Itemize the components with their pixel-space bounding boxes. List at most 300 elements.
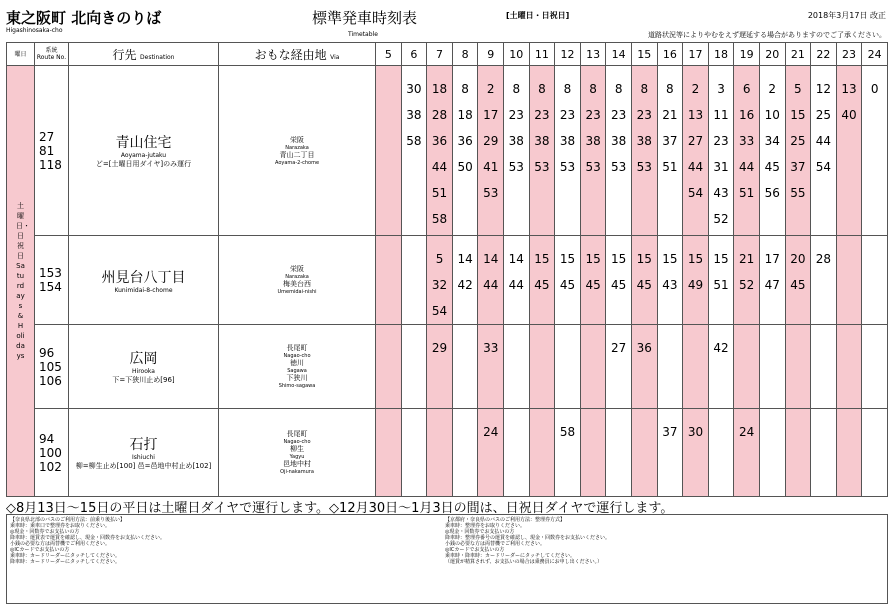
route-number: 106 [39, 373, 62, 388]
departure-minute: 29 [431, 341, 448, 355]
hour-cell-11 [529, 409, 555, 497]
departure-minute: 53 [559, 160, 576, 174]
departure-minute: 38 [534, 134, 550, 148]
departure-minute: 24 [739, 425, 755, 439]
hour-cell-15 [631, 236, 657, 325]
departure-minute: 15 [534, 252, 550, 266]
dest-en: Kunimidai-8-chome [114, 286, 173, 294]
departure-minute: 27 [687, 134, 704, 148]
hour-cell-16 [657, 236, 683, 325]
hour-header-19: 19 [734, 43, 760, 66]
via-stop: 邑地中村 [283, 460, 312, 468]
hour-header-8: 8 [452, 43, 478, 66]
hour-cell-15 [631, 325, 657, 409]
hour-cell-8 [452, 325, 478, 409]
destination-cell [69, 325, 219, 409]
hour-cell-10 [504, 236, 530, 325]
via-stop-en: Shimo-sagawa [278, 383, 316, 389]
dest-jp: 州見台八丁目 [101, 269, 186, 286]
destination-cell [69, 236, 219, 325]
hour-cell-7 [427, 66, 453, 236]
fare-info-line: 【京都府・奈良県のバスのご利用方法：整理券方式】 [445, 517, 566, 523]
dest-en: Ishiuchi [132, 454, 155, 461]
via-stop-en: Umemidai-nishi [277, 289, 317, 295]
departure-minute: 36 [431, 134, 448, 148]
fare-info-line: （運賃が精算されず、お支払いの場合は乗務員にお申し出ください。） [445, 559, 603, 565]
via-cell [219, 236, 376, 325]
departure-minute: 38 [508, 134, 524, 148]
departure-minute: 45 [764, 160, 780, 174]
departure-minute: 44 [815, 134, 832, 148]
hour-header-23: 23 [836, 43, 862, 66]
hour-cell-10 [504, 66, 530, 236]
departure-minute: 11 [713, 108, 729, 122]
route-numbers [35, 66, 69, 236]
departure-minute: 10 [764, 108, 780, 122]
departure-minute: 12 [815, 82, 832, 96]
departure-minute: 40 [841, 108, 857, 122]
departure-minute: 53 [611, 160, 627, 174]
hour-cell-9 [478, 66, 504, 236]
departure-minute: 38 [406, 108, 422, 122]
hour-cell-7 [427, 325, 453, 409]
col-dest-header: 行先 Destination [69, 43, 219, 66]
stop-romaji: Higashinosaka-cho [6, 27, 63, 34]
departure-minute: 36 [457, 134, 473, 148]
revision-date: 2018年3月17日 改正 [807, 11, 886, 20]
hour-cell-6 [401, 66, 427, 236]
departure-minute: 16 [739, 108, 755, 122]
departure-minute: 27 [611, 341, 627, 355]
hour-header-22: 22 [811, 43, 837, 66]
hour-cell-13 [580, 66, 606, 236]
departure-minute: 45 [611, 278, 627, 292]
departure-minute: 3 [717, 82, 725, 96]
hour-header-6: 6 [401, 43, 427, 66]
destination-cell [69, 409, 219, 497]
departure-minute: 58 [406, 134, 422, 148]
departure-minute: 44 [739, 160, 755, 174]
departure-minute: 33 [483, 341, 499, 355]
fare-info-box [6, 514, 888, 604]
departure-minute: 51 [431, 186, 448, 200]
departure-minute: 15 [687, 252, 704, 266]
departure-minute: 25 [790, 134, 806, 148]
hour-cell-5 [376, 236, 402, 325]
via-cell [219, 409, 376, 497]
fare-info-line: 乗車時・降車時：カードリーダーにタッチしてください。 [445, 553, 576, 559]
fare-info-line: 乗車時：整理券をお取りください。 [445, 523, 526, 529]
departure-minute: 51 [662, 160, 678, 174]
hour-cell-19 [734, 236, 760, 325]
departure-minute: 51 [739, 186, 755, 200]
hour-cell-12 [555, 236, 581, 325]
route-number: 27 [39, 129, 55, 144]
hour-cell-24 [862, 409, 888, 497]
route-numbers [35, 325, 69, 409]
via-stop-en: Narazaka [285, 144, 309, 151]
hour-cell-11 [529, 236, 555, 325]
departure-minute: 8 [512, 82, 521, 96]
departure-minute: 47 [764, 278, 780, 292]
hour-cell-16 [657, 409, 683, 497]
departure-minute: 0 [870, 82, 879, 96]
hour-cell-22 [811, 66, 837, 236]
departure-minute: 18 [457, 108, 473, 122]
hour-cell-8 [452, 66, 478, 236]
hour-header-14: 14 [606, 43, 632, 66]
page-title: 標準発車時刻表 [312, 9, 418, 27]
hour-header-18: 18 [708, 43, 734, 66]
departure-minute: 23 [559, 108, 576, 122]
departure-minute: 38 [585, 134, 601, 148]
hour-cell-16 [657, 66, 683, 236]
hour-cell-12 [555, 409, 581, 497]
departure-minute: 41 [483, 160, 499, 174]
hour-header-row [7, 43, 888, 66]
hour-cell-6 [401, 236, 427, 325]
route-numbers [35, 409, 69, 497]
dest-jp: 青山住宅 [115, 135, 172, 151]
departure-minute: 8 [563, 82, 572, 96]
hour-cell-5 [376, 325, 402, 409]
departure-minute: 38 [559, 134, 576, 148]
departure-minute: 23 [508, 108, 524, 122]
via-stop-en: Yagyu [289, 454, 305, 460]
departure-minute: 37 [790, 160, 806, 174]
departure-minute: 44 [687, 160, 704, 174]
departure-minute: 13 [687, 108, 704, 122]
hour-cell-23 [836, 66, 862, 236]
departure-minute: 54 [687, 186, 704, 200]
departure-minute: 45 [790, 278, 806, 292]
hour-cell-14 [606, 236, 632, 325]
route-number: 102 [39, 459, 62, 474]
departure-minute: 30 [687, 425, 704, 439]
hour-header-13: 13 [580, 43, 606, 66]
hour-cell-20 [759, 236, 785, 325]
via-stop: 下狭川 [286, 374, 308, 382]
hour-cell-21 [785, 409, 811, 497]
hour-cell-14 [606, 325, 632, 409]
departure-minute: 53 [483, 186, 499, 200]
hour-cell-20 [759, 409, 785, 497]
hour-cell-15 [631, 66, 657, 236]
via-stop: 長尾町 [286, 430, 308, 438]
departure-minute: 54 [431, 304, 448, 318]
departure-minute: 13 [841, 82, 857, 96]
hour-cell-18 [708, 236, 734, 325]
route-number: 105 [39, 359, 62, 374]
departure-minute: 23 [534, 108, 550, 122]
departure-minute: 8 [666, 82, 674, 96]
hour-header-11: 11 [529, 43, 555, 66]
hour-header-5: 5 [376, 43, 402, 66]
destination-cell [69, 66, 219, 236]
departure-minute: 8 [589, 82, 597, 96]
departure-minute: 14 [508, 252, 524, 266]
departure-minute: 44 [483, 278, 499, 292]
hour-cell-10 [504, 409, 530, 497]
departure-minute: 38 [611, 134, 627, 148]
route-number: 118 [39, 157, 62, 172]
dest-en: Aoyama-jutaku [120, 152, 167, 159]
route-row [7, 66, 888, 236]
hour-cell-18 [708, 325, 734, 409]
departure-minute: 45 [636, 278, 652, 292]
departure-minute: 5 [794, 82, 802, 96]
via-cell [219, 66, 376, 236]
departure-minute: 51 [713, 278, 729, 292]
route-row [7, 325, 888, 409]
fare-info-line: 乗車時：カードリーダーにタッチしてください。 [10, 553, 121, 559]
departure-minute: 24 [483, 425, 499, 439]
departure-minute: 25 [815, 108, 832, 122]
departure-minute: 15 [559, 252, 576, 266]
hour-cell-20 [759, 66, 785, 236]
departure-minute: 17 [764, 252, 780, 266]
hour-header-12: 12 [555, 43, 581, 66]
dest-jp: 石打 [129, 437, 158, 453]
route-number: 81 [39, 143, 55, 158]
departure-minute: 34 [764, 134, 780, 148]
via-stop-en: Aoyama-2-chome [274, 159, 320, 166]
dest-note: 柳=柳生止め[100] 邑=邑地中村止め[102] [75, 462, 212, 470]
fare-info-line: ◎現金・回数券でお支払いの方 [445, 529, 515, 535]
via-stop: 青山二丁目 [279, 150, 315, 159]
route-number: 100 [39, 445, 62, 460]
fare-info-line: 小銭の必要な方は両替機でご利用ください。 [10, 541, 111, 547]
hour-cell-23 [836, 409, 862, 497]
operation-note: ◇8月13日～15日の平日は土曜日ダイヤで運行します。◇12月30日～1月3日の間は、日祝日ダイヤで運行します。 [6, 501, 674, 516]
departure-minute: 42 [457, 278, 473, 292]
departure-minute: 28 [431, 108, 448, 122]
route-number: 96 [39, 345, 55, 360]
departure-minute: 50 [457, 160, 473, 174]
dest-note: 下=下狭川止め[96] [112, 376, 175, 384]
hour-cell-13 [580, 409, 606, 497]
departure-minute: 45 [585, 278, 601, 292]
departure-minute: 23 [636, 108, 652, 122]
departure-minute: 53 [636, 160, 652, 174]
departure-minute: 15 [611, 252, 627, 266]
hour-cell-14 [606, 66, 632, 236]
hour-cell-13 [580, 325, 606, 409]
route-number: 153 [39, 266, 62, 280]
day-type-label: [土曜日・日祝日] [506, 11, 570, 20]
via-stop: 栄阪 [290, 135, 305, 144]
fare-info-right [445, 517, 875, 565]
dest-en: Hirooka [132, 368, 155, 375]
via-stop: 栄阪 [290, 265, 305, 273]
hour-cell-8 [452, 236, 478, 325]
departure-minute: 28 [815, 252, 832, 266]
departure-minute: 23 [611, 108, 627, 122]
hour-cell-13 [580, 236, 606, 325]
via-stop-en: Oji-nakamura [280, 469, 314, 475]
hour-cell-18 [708, 409, 734, 497]
departure-minute: 56 [764, 186, 780, 200]
hour-header-10: 10 [504, 43, 530, 66]
fare-info-line: 降車時：整理券番号の運賃を確認し、現金・回数券をお支払いください。 [445, 535, 611, 541]
fare-info-line: ◎現金・回数券でお支払いの方 [10, 529, 80, 535]
col-route-header: 系統 Route No. [35, 43, 69, 66]
hour-header-15: 15 [631, 43, 657, 66]
route-numbers [35, 236, 69, 325]
hour-cell-15 [631, 409, 657, 497]
departure-minute: 21 [662, 108, 678, 122]
hour-cell-21 [785, 325, 811, 409]
route-row [7, 236, 888, 325]
delay-notice: 道路状況等によりやむをえず遅延する場合がありますのでご了承ください。 [648, 31, 886, 39]
hour-cell-17 [683, 325, 709, 409]
via-stop-en: Nagao-cho [283, 439, 311, 445]
departure-minute: 53 [585, 160, 601, 174]
via-stop: 長尾町 [286, 344, 308, 352]
departure-minute: 55 [790, 186, 806, 200]
hour-cell-10 [504, 325, 530, 409]
route-row [7, 409, 888, 497]
hour-cell-20 [759, 325, 785, 409]
hour-cell-24 [862, 325, 888, 409]
hour-cell-6 [401, 409, 427, 497]
departure-minute: 58 [559, 425, 576, 439]
fare-info-line: ◎ICカードでお支払いの方 [10, 547, 70, 553]
hour-cell-12 [555, 325, 581, 409]
departure-minute: 15 [790, 108, 806, 122]
departure-minute: 44 [431, 160, 448, 174]
departure-minute: 15 [636, 252, 652, 266]
hour-cell-9 [478, 236, 504, 325]
hour-cell-22 [811, 325, 837, 409]
hour-cell-7 [427, 409, 453, 497]
hour-cell-17 [683, 409, 709, 497]
departure-minute: 49 [687, 278, 704, 292]
departure-minute: 31 [713, 160, 729, 174]
route-number: 154 [39, 280, 62, 294]
departure-minute: 45 [534, 278, 550, 292]
departure-minute: 32 [431, 278, 448, 292]
hour-cell-22 [811, 236, 837, 325]
hour-cell-11 [529, 66, 555, 236]
departure-minute: 30 [406, 82, 422, 96]
departure-minute: 45 [559, 278, 576, 292]
hour-cell-16 [657, 325, 683, 409]
departure-minute: 21 [739, 252, 755, 266]
departure-minute: 23 [713, 134, 729, 148]
hour-cell-8 [452, 409, 478, 497]
departure-minute: 53 [508, 160, 524, 174]
departure-minute: 15 [662, 252, 678, 266]
departure-minute: 2 [691, 82, 700, 96]
departure-minute: 36 [636, 341, 652, 355]
departure-minute: 52 [713, 212, 729, 226]
via-stop-en: Sagawa [287, 368, 307, 374]
via-stop: 柳生 [290, 445, 305, 453]
departure-minute: 8 [461, 82, 469, 96]
departure-minute: 8 [614, 82, 623, 96]
departure-minute: 37 [662, 425, 678, 439]
hour-cell-23 [836, 325, 862, 409]
hour-cell-21 [785, 236, 811, 325]
fare-info-line: 小銭の必要な方は両替機でご利用ください。 [445, 541, 546, 547]
departure-minute: 20 [790, 252, 806, 266]
hour-cell-19 [734, 325, 760, 409]
departure-minute: 58 [431, 212, 448, 226]
dest-jp: 広岡 [129, 351, 158, 367]
fare-info-line: 降車時：運賃表で運賃を確認し、現金・回数券をお支払いください。 [10, 535, 166, 541]
departure-minute: 14 [483, 252, 499, 266]
fare-info-line: 降車時：カードリーダーにタッチしてください。 [10, 559, 121, 565]
departure-minute: 8 [538, 82, 546, 96]
hour-header-7: 7 [427, 43, 453, 66]
departure-minute: 37 [662, 134, 678, 148]
hour-cell-17 [683, 236, 709, 325]
page-title-en: Timetable [348, 31, 378, 38]
hour-cell-24 [862, 66, 888, 236]
departure-minute: 44 [508, 278, 524, 292]
hour-cell-9 [478, 409, 504, 497]
hour-cell-19 [734, 409, 760, 497]
fare-info-left [10, 517, 440, 565]
departure-minute: 2 [768, 82, 777, 96]
departure-minute: 23 [585, 108, 601, 122]
hour-header-9: 9 [478, 43, 504, 66]
hour-cell-24 [862, 236, 888, 325]
hour-header-20: 20 [759, 43, 785, 66]
departure-minute: 5 [435, 252, 444, 266]
fare-info-line: 【奈良県北部のバスのご利用方法：前乗り後払い】 [10, 517, 126, 523]
route-number: 94 [39, 431, 55, 446]
hour-header-24: 24 [862, 43, 888, 66]
hour-header-17: 17 [683, 43, 709, 66]
hour-header-16: 16 [657, 43, 683, 66]
via-stop-en: Nagao-cho [283, 353, 311, 359]
hour-cell-17 [683, 66, 709, 236]
departure-minute: 42 [713, 341, 729, 355]
hour-cell-5 [376, 66, 402, 236]
hour-cell-7 [427, 236, 453, 325]
hour-header-21: 21 [785, 43, 811, 66]
via-stop: 徳川 [290, 359, 305, 367]
departure-minute: 29 [483, 134, 499, 148]
departure-minute: 15 [585, 252, 601, 266]
hour-cell-19 [734, 66, 760, 236]
departure-minute: 53 [534, 160, 550, 174]
departure-minute: 38 [636, 134, 652, 148]
departure-minute: 15 [713, 252, 729, 266]
hour-cell-9 [478, 325, 504, 409]
day-type-cell: 土曜日・日祝日 Saturdays & Holidays [7, 66, 35, 497]
departure-minute: 54 [815, 160, 832, 174]
departure-minute: 17 [483, 108, 499, 122]
via-stop-en: Narazaka [285, 274, 309, 280]
stop-name: 東之阪町 北向きのりば [6, 9, 162, 27]
departure-minute: 52 [739, 278, 755, 292]
hour-cell-5 [376, 409, 402, 497]
col-via-header: おもな経由地 Via [219, 43, 376, 66]
via-cell [219, 325, 376, 409]
departure-minute: 43 [713, 186, 729, 200]
hour-cell-14 [606, 409, 632, 497]
departure-minute: 6 [742, 82, 751, 96]
dest-note: ど=[土曜日用ダイヤ]のみ運行 [95, 160, 192, 168]
hour-cell-21 [785, 66, 811, 236]
departure-minute: 2 [486, 82, 495, 96]
hour-cell-23 [836, 236, 862, 325]
departure-minute: 8 [640, 82, 649, 96]
departure-minute: 14 [457, 252, 473, 266]
